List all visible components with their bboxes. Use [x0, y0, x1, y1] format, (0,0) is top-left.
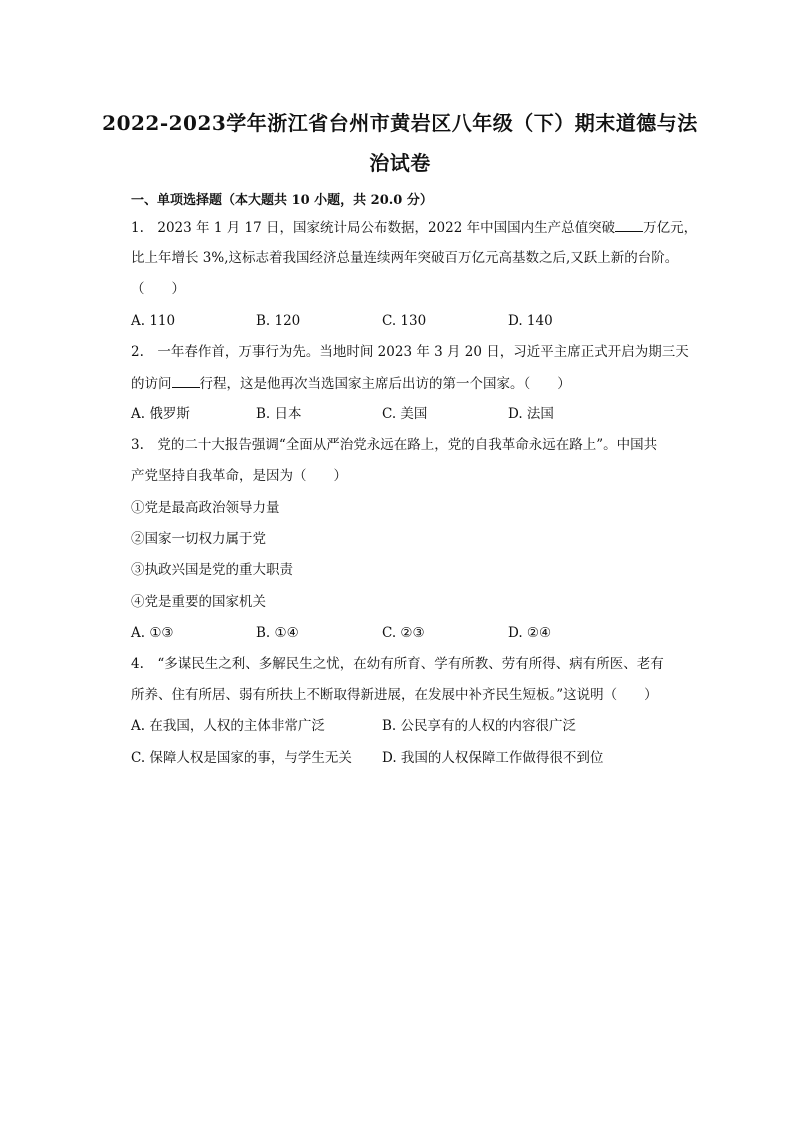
q4-option-a: A. 在我国，人权的主体非常广泛: [131, 718, 325, 734]
section-heading: 一、单项选择题（本大题共 10 小题，共 20.0 分）: [131, 193, 433, 208]
q1-option-c: C. 130: [382, 313, 427, 329]
q2-stem-line-2: [131, 374, 571, 393]
title-line-1: 2022-2023学年浙江省台州市黄岩区八年级（下）期末道德与法: [102, 111, 698, 135]
title-line-2: 治试卷: [369, 151, 431, 175]
q4-stem-line-1: 4. “多谋民生之利、多解民生之忧，在幼有所育、学有所教、劳有所得、病有所医、老有: [131, 656, 664, 672]
q1-option-b: B. 120: [256, 313, 301, 329]
q3-option-d: D. ②④: [508, 625, 552, 641]
q2-option-c: C. 美国: [382, 406, 428, 422]
q2-stem-text-b: 行程，这是他再次当选国家主席后出访的第一个国家。（ ）: [199, 376, 571, 392]
q1-option-d: D. 140: [508, 313, 553, 329]
q3-item-3: ③执政兴国是党的重大职责: [131, 562, 293, 578]
q1-stem-line-2: 比上年增长 3%,这标志着我国经济总量连续两年突破百万亿元高基数之后,又跃上新的台阶。: [131, 250, 679, 266]
q3-item-1: ①党是最高政治领导力量: [131, 500, 280, 516]
q3-option-c: C. ②③: [382, 625, 425, 641]
q1-option-a: A. 110: [131, 313, 176, 329]
q3-option-a: A. ①③: [131, 625, 174, 641]
q1-stem-line-3: （ ）: [131, 281, 185, 297]
q2-option-a: A. 俄罗斯: [131, 406, 190, 422]
q3-stem-line-2: 产党坚持自我革命，是因为（ ）: [131, 468, 347, 484]
q3-stem-line-1: 3. 党的二十大报告强调“全面从严治党永远在路上，党的自我革命永远在路上”。中国共: [131, 437, 658, 453]
q1-stem-text-a: 1. 2023 年 1 月 17 日，国家统计局公布数据，2022 年中国国内生产总值突破: [131, 220, 616, 236]
q1-stem-text-b: 万亿元，: [643, 220, 698, 236]
q4-option-b: B. 公民享有的人权的内容很广泛: [382, 718, 577, 734]
q3-option-b: B. ①④: [256, 625, 299, 641]
q4-option-d: D. 我国的人权保障工作做得很不到位: [382, 750, 604, 766]
q2-blank: [172, 374, 200, 388]
q3-item-2: ②国家一切权力属于党: [131, 531, 266, 547]
q2-stem-text-a: 的访问: [131, 376, 172, 392]
q1-blank: [615, 218, 643, 232]
q2-stem-line-1: 2. 一年春作首，万事行为先。当地时间 2023 年 3 月 20 日，习近平主席正式开启为期三天: [131, 344, 689, 360]
q1-stem-line-1: [131, 218, 697, 237]
q4-stem-line-2: 所养、住有所居、弱有所扶上不断取得新进展，在发展中补齐民生短板。”这说明（ ）: [131, 687, 658, 703]
q4-option-c: C. 保障人权是国家的事，与学生无关: [131, 750, 352, 766]
q2-option-b: B. 日本: [256, 406, 302, 422]
q2-option-d: D. 法国: [508, 406, 554, 422]
q3-item-4: ④党是重要的国家机关: [131, 594, 266, 610]
